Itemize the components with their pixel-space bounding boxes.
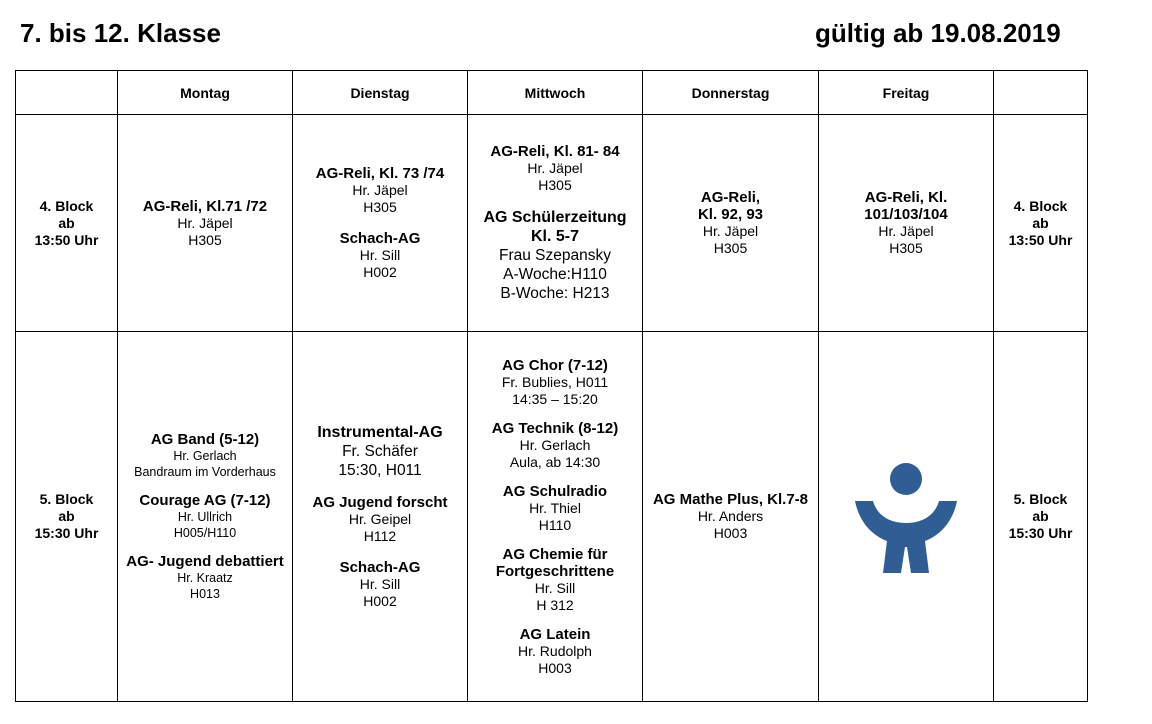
course-entry: AG- Jugend debattiert Hr. Kraatz H013 [126,553,284,601]
course-entry: Schach-AG Hr. Sill H002 [339,230,421,280]
cell-wed-block5 [468,332,643,702]
course-entry: AG-Reli, Kl.71 /72 Hr. Jäpel H305 [142,197,268,248]
header-monday: Montag [118,71,293,115]
cell-mon-block5 [118,332,293,702]
course-entry: Instrumental-AG Fr. Schäfer 15:30, H011 [317,424,443,479]
header-wednesday: Mittwoch [468,71,643,115]
header-friday: Freitag [819,71,994,115]
course-entry: AG-Reli, Kl. 73 /74 Hr. Jäpel H305 [315,165,445,215]
course-entry: AG Chemie für Fortgeschrittene Hr. Sill H 312 [495,545,615,613]
cell-fri-block4 [819,115,994,332]
course-entry: Courage AG (7-12) Hr. Ullrich H005/H110 [139,492,271,540]
cell-tue-block5 [293,332,468,702]
page-title: 7. bis 12. Klasse [20,18,221,48]
course-entry: AG Chor (7-12) Fr. Bublies, H011 14:35 – 15:20 [501,356,609,407]
course-entry: AG-Reli, Kl. 92, 93 Hr. Jäpel H305 [697,189,764,256]
course-entry: Schach-AG Hr. Sill H002 [339,559,421,609]
cell-thu-block5 [643,332,819,702]
course-entry: AG Technik (8-12) Hr. Gerlach Aula, ab 14:30 [491,419,619,470]
course-entry: AG Band (5-12) Hr. Gerlach Bandraum im Vorderhaus [134,431,276,479]
header-tuesday: Dienstag [293,71,468,115]
cell-thu-block4 [643,115,819,332]
block-5-label-left: 5. Block ab 15:30 Uhr [16,332,118,702]
cell-wed-block4 [468,115,643,332]
block-4-label-right: 4. Block ab 13:50 Uhr [994,115,1088,332]
cell-fri-block5 [819,332,994,702]
header-empty-right [994,71,1088,115]
header-thursday: Donnerstag [643,71,819,115]
valid-from-date: gültig ab 19.08.2019 [815,18,1061,48]
course-entry: AG Latein Hr. Rudolph H003 [518,625,592,676]
schedule-table [15,70,1088,702]
block-5-label-right: 5. Block ab 15:30 Uhr [994,332,1088,702]
cell-tue-block4 [293,115,468,332]
block-4-label-left: 4. Block ab 13:50 Uhr [16,115,118,332]
school-logo-icon [851,457,961,577]
header-empty-left [16,71,118,115]
block-5-row [16,332,1088,702]
header-row [16,71,1088,115]
cell-mon-block4 [118,115,293,332]
block-4-row [16,115,1088,332]
course-entry: AG Schulradio Hr. Thiel H110 [502,482,608,533]
course-entry: AG-Reli, Kl. 81- 84 Hr. Jäpel H305 [490,143,620,193]
course-entry: AG Jugend forscht Hr. Geipel H112 [312,494,448,544]
course-entry: AG-Reli, Kl. 101/103/104 Hr. Jäpel H305 [864,189,948,256]
course-entry: AG Mathe Plus, Kl.7-8 Hr. Anders H003 [652,491,809,541]
course-entry: AG Schülerzeitung Kl. 5-7 Frau Szepansky A-Woche:H110 B-Woche: H213 [483,209,627,302]
